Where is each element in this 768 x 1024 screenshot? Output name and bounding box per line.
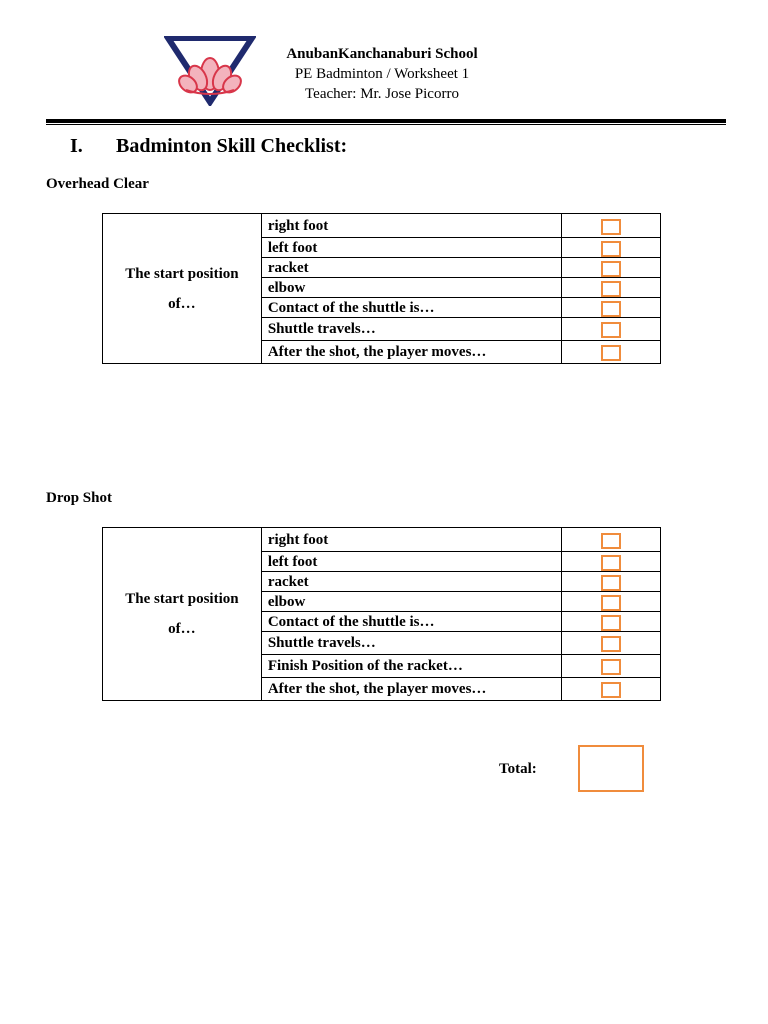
checkbox[interactable]	[601, 555, 621, 571]
section-title: Badminton Skill Checklist:	[116, 135, 348, 157]
checkbox[interactable]	[601, 322, 621, 338]
overhead-clear-title: Overhead Clear	[46, 176, 149, 192]
item-label: right foot	[261, 528, 561, 552]
checkbox[interactable]	[601, 615, 621, 631]
total-input-box[interactable]	[578, 745, 644, 792]
checkbox[interactable]	[601, 533, 621, 549]
checkbox[interactable]	[601, 575, 621, 591]
check-cell	[562, 341, 661, 364]
check-cell	[562, 238, 661, 258]
school-name: AnubanKanchanaburi School	[286, 46, 478, 62]
item-label: left foot	[261, 238, 561, 258]
item-label: Contact of the shuttle is…	[261, 612, 561, 632]
item-label: After the shot, the player moves…	[261, 678, 561, 701]
checkbox[interactable]	[601, 682, 621, 698]
section-heading	[70, 135, 347, 158]
check-cell	[562, 592, 661, 612]
section-number: I.	[70, 135, 83, 157]
worksheet-subtitle: PE Badminton / Worksheet 1	[294, 66, 470, 82]
school-logo	[164, 36, 256, 106]
checkbox[interactable]	[601, 281, 621, 297]
checkbox[interactable]	[601, 659, 621, 675]
checkbox[interactable]	[601, 595, 621, 611]
overhead-clear-table	[102, 213, 661, 364]
checkbox[interactable]	[601, 301, 621, 317]
item-label: racket	[261, 258, 561, 278]
document-header	[262, 44, 502, 104]
item-label: racket	[261, 572, 561, 592]
check-cell	[562, 572, 661, 592]
check-cell	[562, 678, 661, 701]
header-divider	[46, 119, 726, 123]
start-position-label: The start position of…	[103, 214, 262, 364]
total-label: Total:	[499, 761, 537, 777]
checkbox[interactable]	[601, 241, 621, 257]
check-cell	[562, 528, 661, 552]
item-label: Finish Position of the racket…	[261, 655, 561, 678]
check-cell	[562, 298, 661, 318]
item-label: Shuttle travels…	[261, 318, 561, 341]
check-cell	[562, 612, 661, 632]
check-cell	[562, 214, 661, 238]
checkbox[interactable]	[601, 219, 621, 235]
check-cell	[562, 655, 661, 678]
item-label: Contact of the shuttle is…	[261, 298, 561, 318]
header-divider-thin	[46, 124, 726, 125]
item-label: elbow	[261, 592, 561, 612]
item-label: After the shot, the player moves…	[261, 341, 561, 364]
item-label: elbow	[261, 278, 561, 298]
check-cell	[562, 278, 661, 298]
start-position-label: The start position of…	[103, 528, 262, 701]
item-label: left foot	[261, 552, 561, 572]
item-label: Shuttle travels…	[261, 632, 561, 655]
table-row	[103, 528, 661, 552]
check-cell	[562, 258, 661, 278]
teacher-name: Teacher: Mr. Jose Picorro	[305, 86, 459, 102]
item-label: right foot	[261, 214, 561, 238]
check-cell	[562, 552, 661, 572]
check-cell	[562, 318, 661, 341]
table-row	[103, 214, 661, 238]
check-cell	[562, 632, 661, 655]
checkbox[interactable]	[601, 636, 621, 652]
drop-shot-title: Drop Shot	[46, 490, 112, 506]
checkbox[interactable]	[601, 345, 621, 361]
drop-shot-table	[102, 527, 661, 701]
checkbox[interactable]	[601, 261, 621, 277]
